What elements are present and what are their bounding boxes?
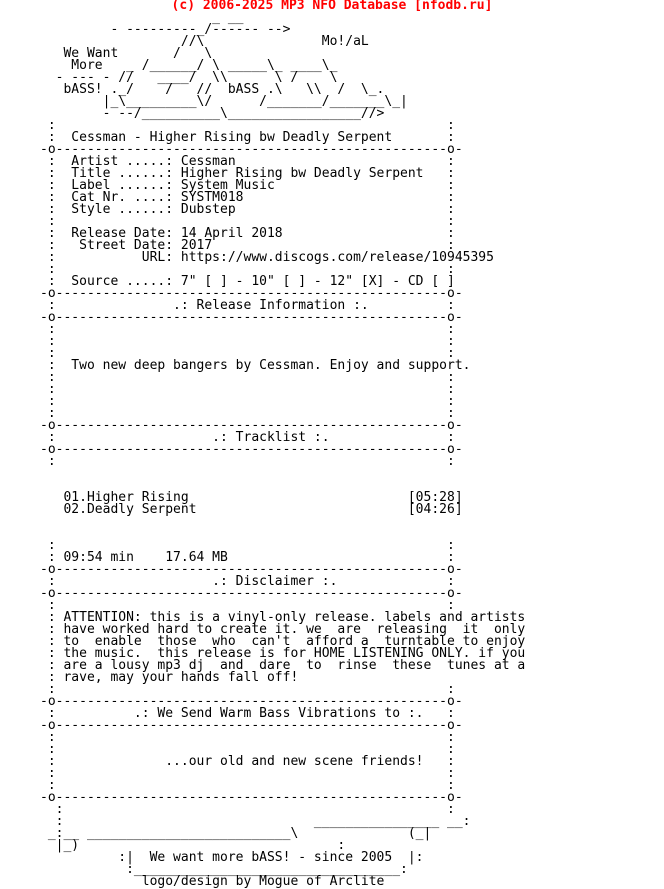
nfo-line: -o--------------------------------------------------o-: [40, 286, 463, 301]
nfo-line: - --- - // ____/ \\ \ / \: [40, 70, 338, 85]
nfo-line: : :: [40, 406, 455, 421]
nfo-line: _ __: [40, 10, 244, 25]
nfo-line: : :: [40, 454, 455, 469]
nfo-line: : :: [40, 598, 455, 613]
nfo-line: : :: [40, 682, 455, 697]
nfo-line: : :: [40, 766, 455, 781]
nfo-line: : :: [40, 322, 455, 337]
nfo-line: : :: [40, 730, 455, 745]
nfo-line: - --/__________\_________________//>: [40, 106, 385, 121]
site-header: (c) 2006-2025 MP3 NFO Database [nfodb.ru]: [171, 0, 493, 13]
nfo-line: : :: [40, 802, 455, 817]
nfo-line: : ________________ __:: [40, 814, 471, 829]
nfo-line: 01.Higher Rising [05:28]: [40, 490, 463, 505]
nfo-line: : .: Tracklist :. :: [40, 430, 455, 445]
nfo-line: -o--------------------------------------------------o-: [40, 310, 463, 325]
nfo-line: : Label ......: System Music :: [40, 178, 455, 193]
nfo-line: : :: [40, 334, 455, 349]
nfo-line: : :: [40, 118, 455, 133]
nfo-line: : :: [40, 346, 455, 361]
nfo-line: : to enable those who can't afford a turntable to enjoy: [40, 634, 526, 649]
nfo-line: : Release Date: 14 April 2018 :: [40, 226, 455, 241]
nfo-line: More _ /______/ \ _____\_ ____\_: [40, 58, 338, 73]
nfo-line: : the music. this release is for HOME LISTENING ONLY. if you: [40, 646, 526, 661]
nfo-line: |_) :: [40, 838, 346, 853]
nfo-line: : :: [40, 370, 455, 385]
nfo-line: : Street Date: 2017 :: [40, 238, 455, 253]
nfo-line: -o--------------------------------------------------o-: [40, 142, 463, 157]
nfo-line: : are a lousy mp3 dj and dare to rinse these tunes at a: [40, 658, 526, 673]
nfo-line: -o--------------------------------------------------o-: [40, 790, 463, 805]
nfo-line: -o--------------------------------------------------o-: [40, 418, 463, 433]
nfo-line: : ATTENTION: this is a vinyl-only release. labels and artists: [40, 610, 526, 625]
nfo-line: : Two new deep bangers by Cessman. Enjoy and support.: [40, 358, 471, 373]
nfo-line: : :: [40, 538, 455, 553]
nfo-line: : Artist .....: Cessman :: [40, 154, 455, 169]
nfo-line: bASS! ._/ / // bASS .\ \\ / \_.: [40, 82, 385, 97]
nfo-line: -o--------------------------------------------------o-: [40, 562, 463, 577]
nfo-line: -o--------------------------------------------------o-: [40, 694, 463, 709]
nfo-line: : :: [40, 778, 455, 793]
nfo-line: : ...our old and new scene friends! :: [40, 754, 455, 769]
nfo-line: : .: Disclaimer :. :: [40, 574, 455, 589]
nfo-line: : URL: https://www.discogs.com/release/10945395: [40, 250, 494, 265]
nfo-line: : :: [40, 742, 455, 757]
nfo-line: : Style ......: Dubstep :: [40, 202, 455, 217]
nfo-line: _:__ __________________________\ (_|: [40, 826, 432, 841]
nfo-line: : :: [40, 394, 455, 409]
nfo-text: [40, 12, 525, 888]
nfo-line: -o--------------------------------------------------o-: [40, 442, 463, 457]
nfo-line: : have worked hard to create it. we are releasing it only: [40, 622, 526, 637]
nfo-line: : rave, may your hands fall off!: [40, 670, 299, 685]
nfo-line: -o--------------------------------------------------o-: [40, 718, 463, 733]
nfo-line: -o--------------------------------------------------o-: [40, 586, 463, 601]
nfo-line: : Title ......: Higher Rising bw Deadly Serpent :: [40, 166, 455, 181]
nfo-line: : .: We Send Warm Bass Vibrations to :. :: [40, 706, 455, 721]
nfo-line: : 09:54 min 17.64 MB :: [40, 550, 455, 565]
nfo-line: : Source .....: 7" [ ] - 10" [ ] - 12" [X] - CD [ ]: [40, 274, 455, 289]
nfo-line: - ---------_/------ -->: [40, 22, 291, 37]
nfo-line: : .: Release Information :. :: [40, 298, 455, 313]
nfo-line: We Want / \: [40, 46, 213, 61]
nfo-line: logo/design by Mogue of Arclite: [40, 874, 385, 889]
nfo-line: : :: [40, 382, 455, 397]
nfo-line: : :: [40, 214, 455, 229]
nfo-line: :| We want more bASS! - since 2005 |:: [40, 850, 424, 865]
nfo-line: //\ Mo!/aL: [40, 34, 369, 49]
nfo-line: : Cessman - Higher Rising bw Deadly Serpent :: [40, 130, 455, 145]
nfo-line: : Cat Nr. ....: SYSTM018 :: [40, 190, 455, 205]
nfo-line: :__________________________________:: [40, 862, 408, 877]
nfo-line: |_\_________\/ /_______/_______\_|: [40, 94, 408, 109]
nfo-line: : :: [40, 262, 455, 277]
nfo-line: 02.Deadly Serpent [04:26]: [40, 502, 463, 517]
